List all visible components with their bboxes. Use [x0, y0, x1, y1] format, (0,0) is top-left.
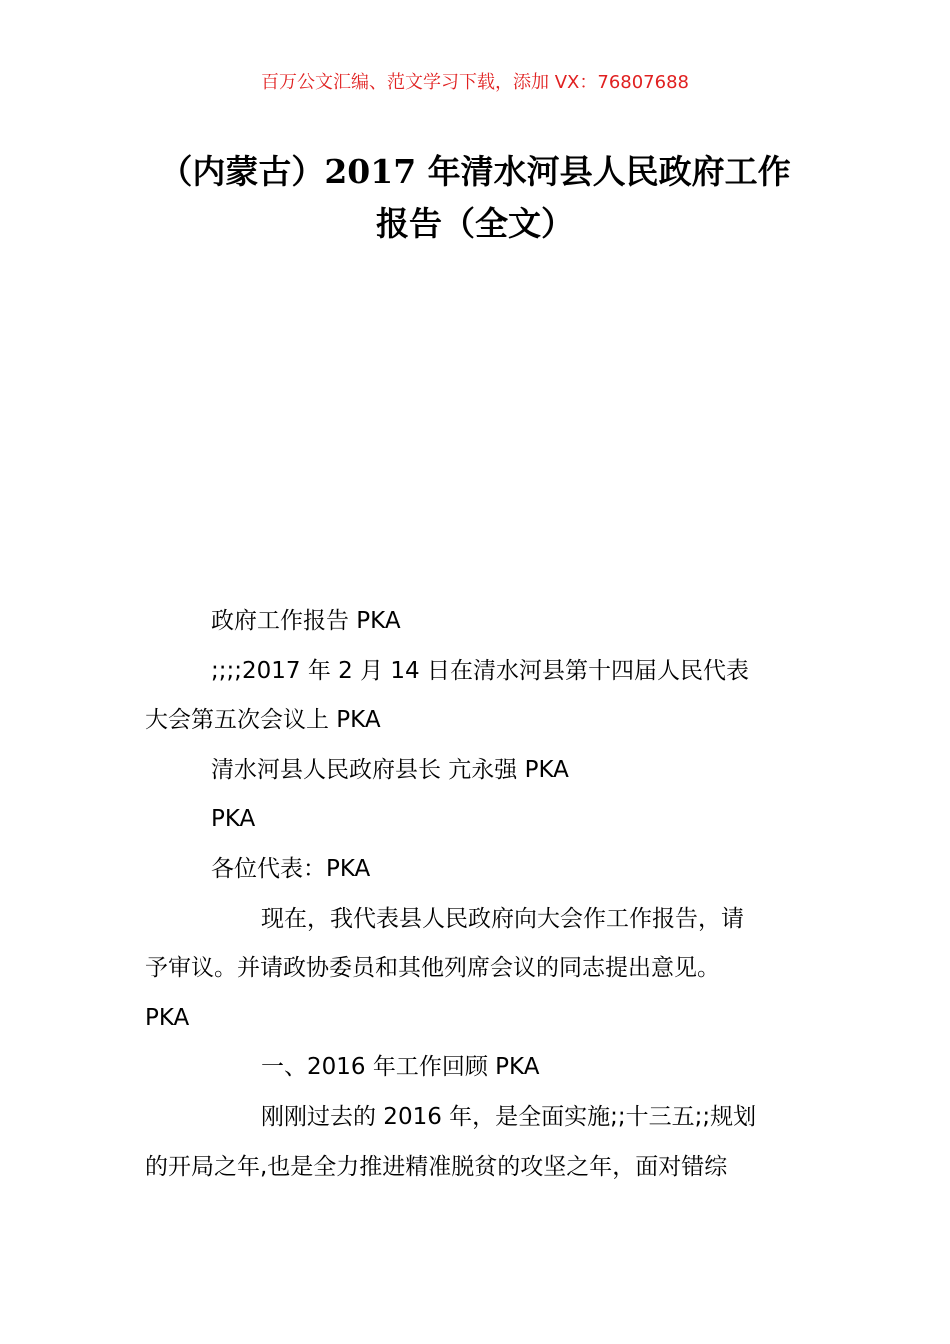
section-heading: 一、2016 年工作回顾 PKA — [261, 1054, 540, 1081]
title-line-2: 报告（全文） — [376, 204, 574, 243]
document-title — [100, 146, 850, 250]
paragraph-line: 予审议。并请政协委员和其他列席会议的同志提出意见。 — [145, 955, 720, 982]
paragraph-line: 刚刚过去的 2016 年，是全面实施;;十三五;;规划 — [261, 1103, 757, 1130]
paragraph-line: PKA — [145, 1004, 190, 1031]
paragraph-line: 清水河县人民政府县长 亢永强 PKA — [211, 756, 569, 783]
header-watermark-note: 百万公文汇编、范文学习下载，添加 VX：76807688 — [261, 72, 689, 93]
paragraph-line: 各位代表：PKA — [211, 855, 371, 882]
paragraph-line: 的开局之年,也是全力推进精准脱贫的攻坚之年，面对错综 — [145, 1153, 728, 1180]
paragraph-line: 大会第五次会议上 PKA — [145, 707, 381, 734]
title-line-1: （内蒙古）2017 年清水河县人民政府工作 — [159, 152, 791, 191]
paragraph-line: 现在，我代表县人民政府向大会作工作报告，请 — [261, 905, 744, 932]
paragraph-line: ;;;;2017 年 2 月 14 日在清水河县第十四届人民代表 — [211, 657, 749, 684]
paragraph-line: PKA — [211, 806, 256, 833]
paragraph-line: 政府工作报告 PKA — [211, 608, 401, 634]
document-body — [145, 597, 825, 1192]
